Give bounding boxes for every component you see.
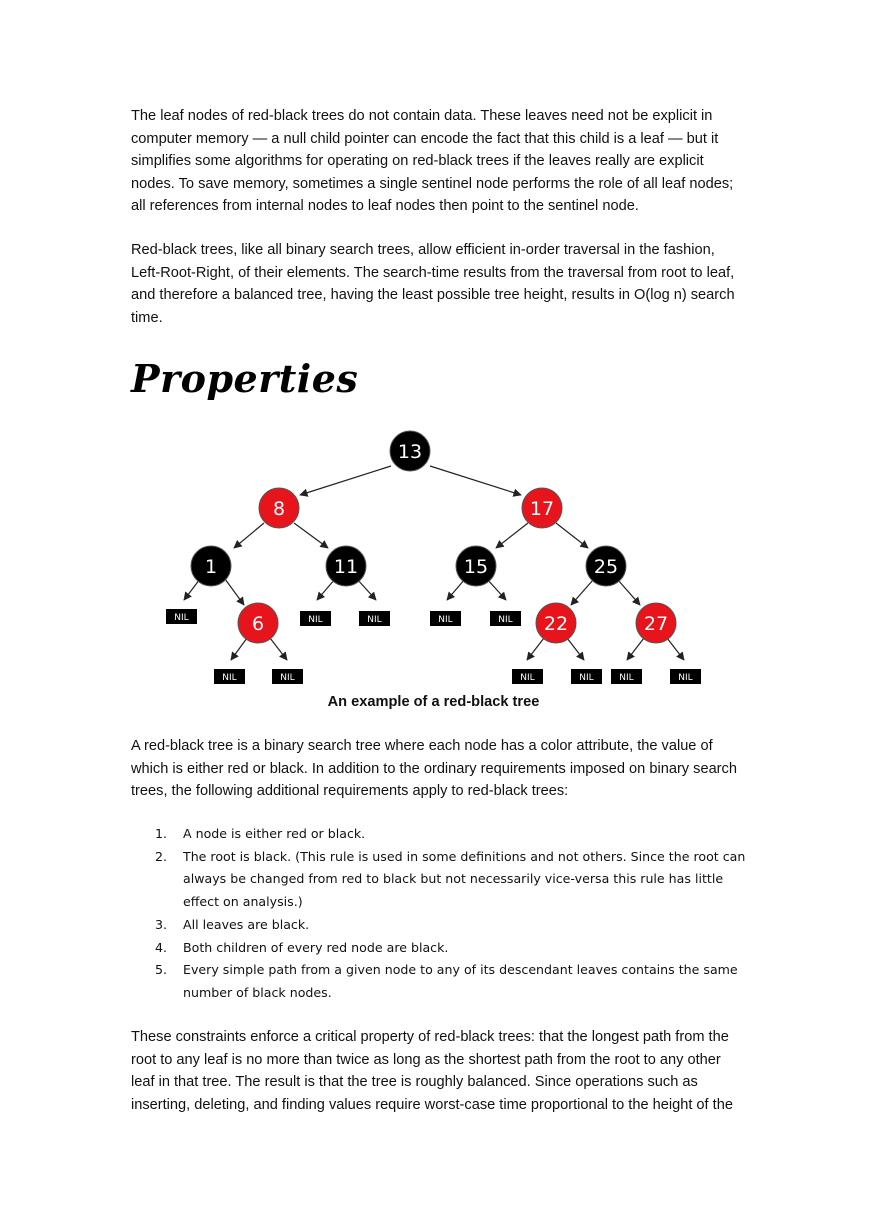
svg-text:NIL: NIL xyxy=(222,673,237,683)
tree-node xyxy=(636,603,676,643)
svg-text:NIL: NIL xyxy=(678,673,693,683)
svg-text:13: 13 xyxy=(397,441,423,463)
figure-caption: An example of a red-black tree xyxy=(327,694,540,710)
svg-text:NIL: NIL xyxy=(438,615,453,625)
nil-leaf xyxy=(272,669,303,684)
tree-node xyxy=(456,546,496,586)
nil-leaf xyxy=(300,611,331,626)
list-number: 3. xyxy=(155,916,168,932)
svg-text:NIL: NIL xyxy=(174,613,189,623)
tree-node xyxy=(522,488,562,528)
list-item xyxy=(148,914,748,937)
svg-text:1: 1 xyxy=(204,556,218,578)
tree-node xyxy=(259,488,299,528)
list-item-text: Every simple path from a given node to any of its descendant leaves contains the same number of black nodes. xyxy=(183,962,738,1000)
list-item-text: All leaves are black. xyxy=(183,916,310,932)
nil-leaf xyxy=(512,669,543,684)
edge-1-6 xyxy=(225,579,244,605)
constraints-paragraph: These constraints enforce a critical property of red-black trees: that the longest path from the root to any leaf is no more than twice as long as the shortest path from the root to any other leaf in that tree. The result is that the tree is roughly balanced. Since operations such as inserting, deleting, and finding values require worst-case time proportional to the height of the xyxy=(131,1029,733,1113)
list-number: 4. xyxy=(155,939,168,955)
nil-leaf xyxy=(166,609,197,624)
nil-leaf xyxy=(670,669,701,684)
list-item-text: The root is black. (This rule is used in some definitions and not others. Since the root can always be changed from red to black but not necessarily vice-versa this rule has little effect on analysis.) xyxy=(183,848,746,910)
list-item xyxy=(148,846,748,914)
list-item xyxy=(148,959,748,1004)
tree-node xyxy=(390,431,430,471)
edge-22-nil-left xyxy=(527,638,544,660)
edge-15-nil-left xyxy=(447,579,465,600)
requirements-list xyxy=(148,823,748,1005)
nil-leaf xyxy=(490,611,521,626)
edge-6-nil-right xyxy=(270,638,287,660)
svg-text:15: 15 xyxy=(463,556,489,578)
tree-node xyxy=(326,546,366,586)
list-item-text: A node is either red or black. xyxy=(183,826,366,841)
svg-text:22: 22 xyxy=(543,613,569,635)
edge-11-nil-right xyxy=(357,579,376,600)
list-number: 1. xyxy=(155,826,168,841)
tree-node xyxy=(586,546,626,586)
edge-17-15 xyxy=(496,523,528,548)
edge-13-17 xyxy=(430,466,521,495)
svg-text:NIL: NIL xyxy=(308,615,323,625)
edge-27-nil-left xyxy=(627,638,644,660)
svg-text:NIL: NIL xyxy=(498,615,513,625)
edge-1-nil xyxy=(184,579,200,600)
nil-leaf xyxy=(214,669,245,684)
section-heading: Properties xyxy=(131,356,359,401)
edge-6-nil-left xyxy=(231,638,247,660)
nil-leaf xyxy=(430,611,461,626)
svg-text:6: 6 xyxy=(251,613,265,635)
svg-text:8: 8 xyxy=(272,498,286,520)
edge-25-22 xyxy=(571,580,593,605)
edge-11-nil-left xyxy=(317,579,335,600)
nil-leaf xyxy=(571,669,602,684)
list-number: 2. xyxy=(155,848,168,864)
nil-leaf xyxy=(611,669,642,684)
list-item-text: Both children of every red node are black. xyxy=(183,939,449,955)
svg-text:NIL: NIL xyxy=(520,673,535,683)
svg-text:NIL: NIL xyxy=(619,673,634,683)
svg-text:25: 25 xyxy=(593,556,619,578)
edge-17-25 xyxy=(556,523,588,548)
leaf-nodes-paragraph: The leaf nodes of red-black trees do not contain data. These leaves need not be explicit in computer memory — a null child pointer can encode the fact that this child is a leaf — but it simplifies some algorithms for operating on red-black trees if the leaves really are explicit nodes. To save memory, sometimes a single sentinel node performs the role of all leaf nodes; all references from internal nodes to leaf nodes then point to the sentinel node. xyxy=(131,108,734,215)
svg-text:NIL: NIL xyxy=(280,673,295,683)
nil-leaf xyxy=(359,611,390,626)
edge-15-nil-right xyxy=(487,579,506,600)
definition-paragraph: A red-black tree is a binary search tree where each node has a color attribute, the value of which is either red or black. In addition to the ordinary requirements imposed on binary search trees, the following additional requirements apply to red-black trees: xyxy=(131,738,737,800)
edge-22-nil-right xyxy=(567,638,584,660)
tree-node xyxy=(536,603,576,643)
svg-text:17: 17 xyxy=(529,498,555,520)
tree-node xyxy=(191,546,231,586)
svg-text:NIL: NIL xyxy=(579,673,594,683)
list-item xyxy=(148,937,748,960)
red-black-tree-figure xyxy=(160,428,720,690)
edge-25-27 xyxy=(618,580,640,605)
list-number: 5. xyxy=(155,962,168,978)
svg-text:27: 27 xyxy=(643,613,669,635)
edge-13-8 xyxy=(300,466,391,495)
edge-8-11 xyxy=(294,523,328,548)
svg-text:NIL: NIL xyxy=(367,615,382,625)
svg-text:11: 11 xyxy=(333,556,359,578)
traversal-paragraph: Red-black trees, like all binary search trees, allow efficient in-order traversal in the fashion, Left-Root-Right, of their elements. The search-time results from the traversal from root to leaf, and therefore a balanced tree, having the least possible tree height, results in O(log n) search time. xyxy=(131,242,735,326)
list-item xyxy=(148,823,748,846)
edge-27-nil-right xyxy=(667,638,684,660)
edge-8-1 xyxy=(234,523,264,548)
tree-node xyxy=(238,603,278,643)
